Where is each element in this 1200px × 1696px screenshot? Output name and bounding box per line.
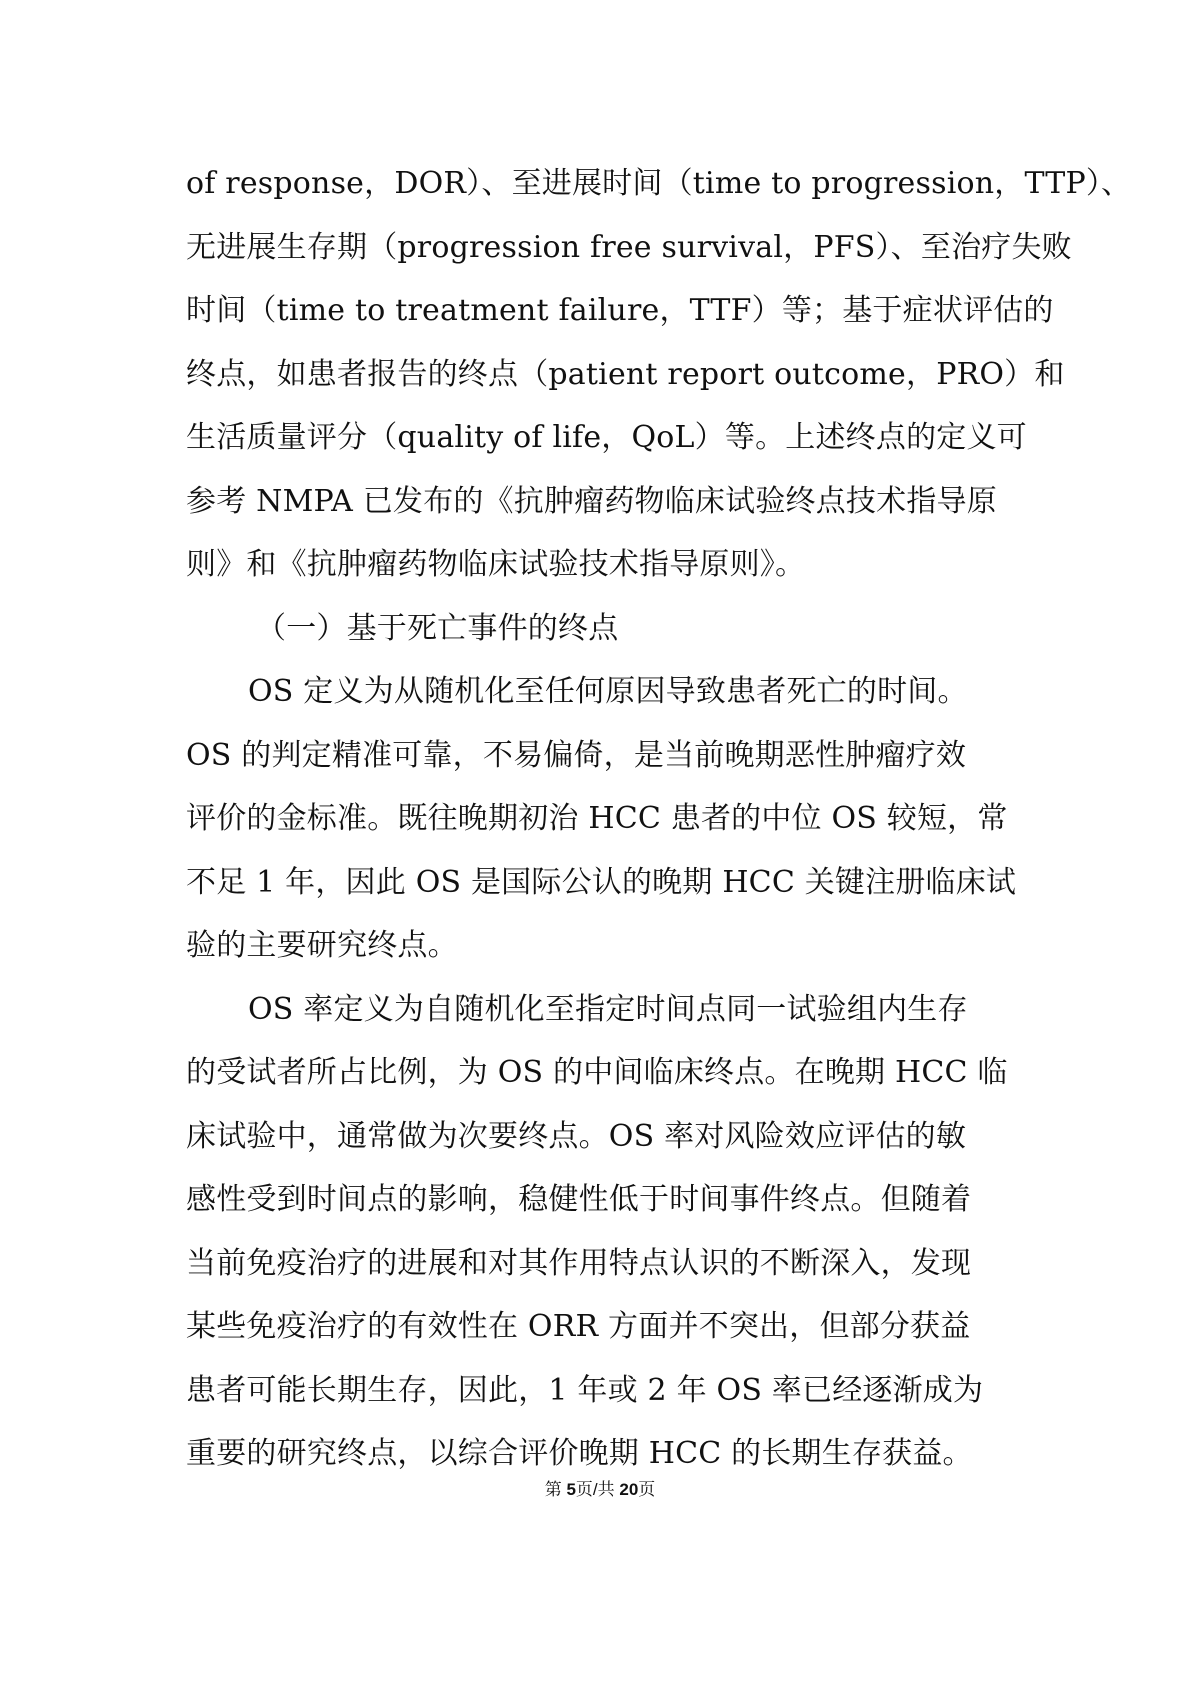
page-footer (0, 1475, 1200, 1500)
text-line: 时间（time to treatment failure，TTF）等；基于症状评估的 (186, 293, 1054, 328)
text-line: 则》和《抗肿瘤药物临床试验技术指导原则》。 (186, 547, 806, 582)
text-line: 参考 NMPA 已发布的《抗肿瘤药物临床试验终点技术指导原 (186, 483, 997, 519)
text-line: OS 定义为从随机化至任何原因导致患者死亡的时间。 (248, 674, 968, 709)
text-line: 感性受到时间点的影响，稳健性低于时间事件终点。但随着 (186, 1182, 972, 1217)
text-line: 不足 1 年，因此 OS 是国际公认的晚期 HCC 关键注册临床试 (186, 864, 1017, 900)
body-text (186, 152, 1132, 1486)
text-line: OS 率定义为自随机化至指定时间点同一试验组内生存 (248, 991, 968, 1027)
footer-total-pages: 20 (619, 1480, 639, 1499)
text-line: 无进展生存期（progression free survival，PFS）、至治疗失败 (186, 229, 1072, 265)
text-line: 验的主要研究终点。 (186, 928, 458, 963)
text-line: 生活质量评分（quality of life，QoL）等。上述终点的定义可 (186, 420, 1027, 455)
text-line: 重要的研究终点，以综合评价晚期 HCC 的长期生存获益。 (186, 1436, 973, 1471)
text-line: 的受试者所占比例，为 OS 的中间临床终点。在晚期 HCC 临 (186, 1055, 1008, 1090)
footer-page-number: 5 (566, 1480, 576, 1499)
footer-prefix: 第 (544, 1480, 567, 1499)
text-line: 评价的金标准。既往晚期初治 HCC 患者的中位 OS 较短，常 (186, 801, 1008, 836)
text-line: OS 的判定精准可靠，不易偏倚，是当前晚期恶性肿瘤疗效 (186, 737, 967, 773)
text-line: 某些免疫治疗的有效性在 ORR 方面并不突出，但部分获益 (186, 1309, 971, 1344)
text-line: 当前免疫治疗的进展和对其作用特点认识的不断深入，发现 (186, 1245, 972, 1281)
section-heading: （一）基于死亡事件的终点 (256, 610, 619, 646)
text-line: 患者可能长期生存，因此，1 年或 2 年 OS 率已经逐渐成为 (186, 1372, 984, 1408)
text-line: 终点，如患者报告的终点（patient report outcome，PRO）和 (186, 356, 1065, 392)
footer-middle: 页/共 (575, 1480, 620, 1499)
footer-suffix: 页 (638, 1480, 656, 1499)
text-line: of response，DOR）、至进展时间（time to progression，TTP）、 (186, 166, 1132, 201)
text-line: 床试验中，通常做为次要终点。OS 率对风险效应评估的敏 (186, 1118, 967, 1154)
